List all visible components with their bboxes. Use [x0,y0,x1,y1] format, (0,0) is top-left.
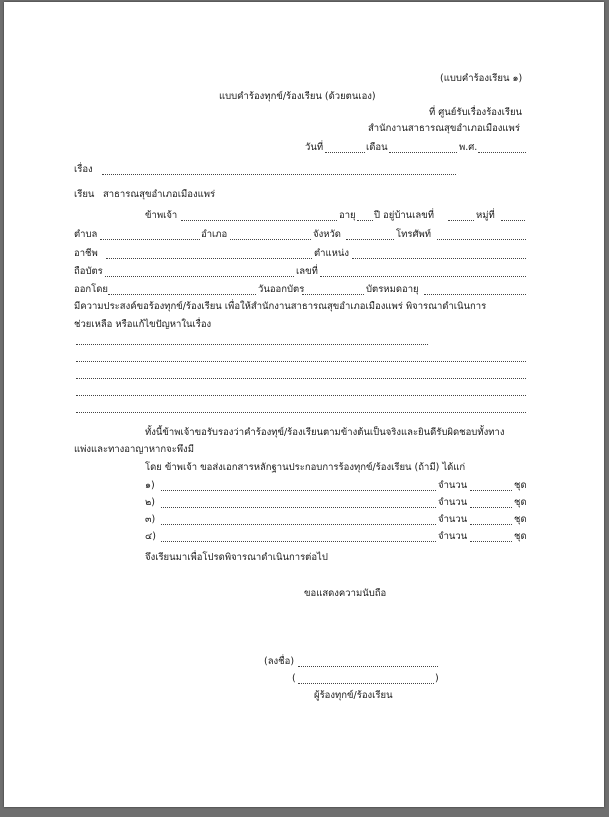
recipient-center: ที่ ศูนย์รับเรื่องร้องเรียน [429,107,523,118]
attachment-unit: ชุด [514,497,527,508]
form-page [4,2,604,807]
attachment-unit: ชุด [514,514,527,525]
subject-label: เรื่อง [74,164,93,175]
attachment-qty-field[interactable] [470,541,512,542]
moo-field[interactable] [501,220,525,221]
name-field[interactable] [181,220,337,221]
subject-field[interactable] [102,174,456,175]
month-label: เดือน [366,142,388,153]
regards-text: ขอแสดงความนับถือ [304,588,387,599]
closing-text: จึงเรียนมาเพื่อโปรดพิจารณาดำเนินการต่อไป [145,552,328,563]
date-label: วันที่ [305,142,324,153]
house-number-field[interactable] [448,220,474,221]
issued-by-field[interactable] [108,294,256,295]
complaint-line[interactable] [76,344,428,345]
complaint-line[interactable] [76,412,526,413]
occupation-label: อาชีพ [74,248,98,259]
year-field[interactable] [478,152,526,153]
issued-by-label: ออกโดย [74,284,109,295]
card-number-label: เลขที่ [296,266,318,277]
signer-title: ผู้ร้องทุกข์/ร้องเรียน [314,690,393,701]
attachment-number: ๓) [145,514,156,525]
attachment-qty-label: จำนวน [438,480,468,491]
phone-label: โทรศัพท์ [396,229,432,240]
attachment-number: ๔) [145,531,156,542]
tambon-label: ตำบล [74,229,98,240]
attachment-name-field[interactable] [161,524,436,525]
signature-label: (ลงชื่อ) [264,656,295,667]
expiry-field[interactable] [424,294,526,295]
certify-line-2: แพ่งและทางอาญาหากจะพึงมี [74,444,194,455]
date-field[interactable] [325,152,365,153]
province-label: จังหวัด [313,229,341,240]
attachment-unit: ชุด [514,531,527,542]
expiry-label: บัตรหมดอายุ [366,284,419,295]
attachment-qty-field[interactable] [470,524,512,525]
moo-label: หมู่ที่ [476,210,495,221]
attachment-qty-label: จำนวน [438,514,468,525]
printed-name-field[interactable] [298,683,434,684]
to-label: เรียน [74,189,95,200]
attachment-name-field[interactable] [161,507,436,508]
attachment-qty-label: จำนวน [438,531,468,542]
signature-field[interactable] [298,666,438,667]
attachment-qty-field[interactable] [470,490,512,491]
attachment-name-field[interactable] [161,541,436,542]
issue-date-label: วันออกบัตร [258,284,305,295]
province-field[interactable] [346,239,394,240]
open-paren: ( [292,673,296,684]
attachment-number: ๑) [145,480,155,491]
complaint-line[interactable] [76,361,526,362]
age-unit-label: ปี อยู่บ้านเลขที่ [374,210,435,221]
issue-date-field[interactable] [302,294,364,295]
position-field[interactable] [352,258,526,259]
attachment-number: ๒) [145,497,155,508]
complaint-line[interactable] [76,378,526,379]
purpose-line-2: ช่วยเหลือ หรือแก้ไขปัญหาในเรื่อง [74,319,212,330]
attachment-qty-field[interactable] [470,507,512,508]
card-type-field[interactable] [105,276,294,277]
form-title: แบบคำร้องทุกข์/ร้องเรียน (ด้วยตนเอง) [219,91,376,102]
complaint-line[interactable] [76,395,526,396]
card-label: ถือบัตร [74,266,103,277]
phone-field[interactable] [437,239,526,240]
month-field[interactable] [389,152,457,153]
amphoe-field[interactable] [230,239,311,240]
recipient-office: สำนักงานสาธารณสุขอำเภอเมืองแพร่ [368,123,520,134]
certify-line-1: ทั้งนี้ข้าพเจ้าขอรับรองว่าคำร้องทุข์/ร้องเรียนตามข้างต้นเป็นจริงและยินดีรับผิดชอบทั้งทาง [145,427,505,438]
to-value: สาธารณสุขอำเภอเมืองแพร่ [103,189,216,200]
position-label: ตำแหน่ง [314,248,350,259]
occupation-field[interactable] [106,258,312,259]
attachment-qty-label: จำนวน [438,497,468,508]
close-paren: ) [435,673,439,684]
age-field[interactable] [357,220,373,221]
attachment-unit: ชุด [514,480,527,491]
i-label: ข้าพเจ้า [145,210,178,221]
purpose-line-1: มีความประสงค์ขอร้องทุกข์/ร้องเรียน เพื่อให้สำนักงานสาธารณสุขอำเภอเมืองแพร่ พิจารณาดำเนินการ [74,301,487,312]
attachments-intro: โดย ข้าพเจ้า ขอส่งเอกสารหลักฐานประกอบการร้องทุกข์/ร้องเรียน (ถ้ามี) ได้แก่ [145,462,466,473]
form-number: (แบบคำร้องเรียน ๑) [440,73,523,84]
attachment-name-field[interactable] [161,490,436,491]
amphoe-label: อำเภอ [201,229,228,240]
tambon-field[interactable] [100,239,200,240]
card-number-field[interactable] [320,276,526,277]
age-label: อายุ [339,210,356,221]
year-label: พ.ศ. [459,142,478,153]
